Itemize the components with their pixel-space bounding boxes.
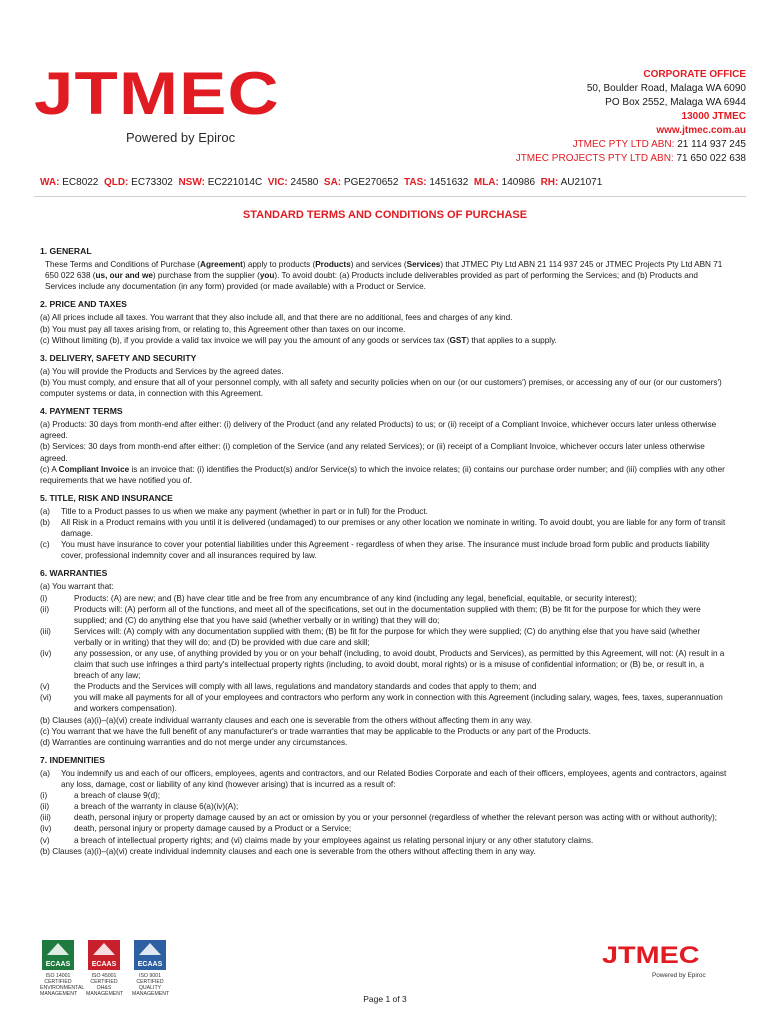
phone: 13000 JTMEC	[681, 111, 746, 122]
sub-clause: (iv) death, personal injury or property damage caused by a Product or a Service;	[40, 824, 352, 834]
certification-badges	[40, 940, 168, 997]
clause: (b) You must comply, and ensure that all of your personnel comply, with all safety and security policies when on our (or our customers') premises, or accessing any of our (or our customers') computer systems or data, in connection with this Agreement.	[40, 377, 722, 399]
clause: (b) Services: 30 days from month-end after either: (i) completion of the Service (and any related Services); or (ii) receipt of a Compliant Invoice, whichever occurs later unless otherwise agreed.	[40, 442, 705, 463]
clause: (c) Without limiting (b), if you provide a valid tax invoice we will pay you the amount of any goods or services tax (GST) that applies to a supply.	[40, 335, 557, 345]
ecaas-badge-icon: ECAAS	[42, 940, 74, 970]
terms-body	[40, 246, 730, 857]
ecaas-badge-icon: ECAAS	[88, 940, 120, 970]
sub-clause: (v) a breach of intellectual property rights; and (vi) claims made by your employees against us relating personal injury or any other statutory claims.	[40, 835, 594, 845]
clause: (b) All Risk in a Product remains with you until it is delivered (undamaged) to our premises or any other location we nominate in writing. To avoid doubt, you are liable for any form of transit damage.	[40, 517, 726, 539]
footer-logo-tagline: Powered by Epiroc	[652, 972, 706, 979]
section-heading: 5. TITLE, RISK AND INSURANCE	[40, 492, 173, 503]
header-divider	[34, 196, 746, 197]
sub-clause: (iii) death, personal injury or property damage caused by an act or omission by you or your personnel (regardless of whether the relevant person was acting with or without authority);	[40, 813, 718, 823]
corporate-office-block	[516, 68, 746, 166]
clause: (b) You must pay all taxes arising from, or relating to, this Agreement other than taxes on our income.	[40, 324, 406, 334]
clause: (c) A Compliant Invoice is an invoice that: (i) identifies the Product(s) and/or Service(s) to which the invoice relates; (ii) contains our purchase order number; and (iii) complies with any other requirements that we have notified you of.	[40, 464, 725, 485]
address-line-1: 50, Boulder Road, Malaga WA 6090	[586, 83, 746, 94]
iso9001-badge: ECAAS ISO 9001 CERTIFIED QUALITY MANAGEMENT	[132, 940, 168, 997]
iso45001-badge: ECAAS ISO 45001 CERTIFIED OH&S MANAGEMENT	[86, 940, 122, 997]
sub-clause: (iv) any possession, or any use, of anything provided by you or on your behalf (including, to avoid doubt, Products and Services), as permitted by this Agreement, will not: (A) result in a claim that such use infringes a third party's intellectual property rights (including, to avoid doubt, moral rights) or is a misuse of confidential information; or (B) be, or result in, a breach of any law;	[40, 649, 725, 681]
sub-clause: (ii) a breach of the warranty in clause 6(a)(iv)(A);	[40, 802, 239, 812]
clause: (c) You warrant that we have the full benefit of any manufacturer's or trade warranties that may be applicable to the Products or any part of the Products.	[40, 726, 591, 736]
abn-line-1: JTMEC PTY LTD ABN: 21 114 937 245	[572, 139, 746, 150]
licence-numbers: WA: EC8022 QLD: EC73302 NSW: EC221014C VIC: 24580 SA: PGE270652 TAS: 1451632 MLA: 140986 RH: AU21071	[40, 177, 603, 188]
section-heading: 6. WARRANTIES	[40, 568, 108, 579]
section-heading: 4. PAYMENT TERMS	[40, 406, 123, 417]
clause: (a) You indemnify us and each of our officers, employees, agents and contractors, and our Related Bodies Corporate and each of their officers, employees, agents and contractors, against any loss, damage, cost or liability of any kind (however arising) that is incurred as a result of:	[40, 768, 727, 790]
section-heading: 7. INDEMNITIES	[40, 754, 105, 765]
section-heading: 1. GENERAL	[40, 246, 92, 256]
clause: (b) Clauses (a)(i)–(a)(vi) create individual warranty clauses and each one is severable from the others without affecting them in any way.	[40, 715, 533, 725]
clause: (d) Warranties are continuing warranties and do not merge under any circumstances.	[40, 737, 348, 747]
ecaas-badge-icon: ECAAS	[134, 940, 166, 970]
document-title: STANDARD TERMS AND CONDITIONS OF PURCHASE	[242, 209, 528, 221]
sub-clause: (i) Products: (A) are new; and (B) have clear title and be free from any encumbrance of any kind (including any legal, beneficial, equitable, or security interest);	[40, 593, 637, 603]
jtmec-logo	[34, 60, 280, 145]
sub-clause: (vi) you will make all payments for all of your employees and contractors who perform any work in connection with this Agreement (including salary, wages, fees, taxes, superannuation and workers compensation).	[40, 693, 723, 714]
sub-clause: (v) the Products and the Services will comply with all laws, regulations and mandatory standards and codes that apply to them; and	[40, 682, 537, 692]
clause: (c) You must have insurance to cover your potential liabilities under this Agreement - regardless of when they arise. The insurance must include broad form public and products liability cover, professional indemnity cover and all insurances required by law.	[40, 540, 710, 561]
jtmec-footer-logo	[602, 944, 706, 979]
clause: (a) All prices include all taxes. You warrant that they also include all, and that there are no additional, fees and charges of any kind.	[40, 313, 513, 323]
iso14001-badge: ECAAS ISO 14001 CERTIFIED ENVIRONMENTAL MANAGEMENT	[40, 940, 76, 997]
section-heading: 3. DELIVERY, SAFETY AND SECURITY	[40, 352, 197, 363]
clause: (a) Title to a Product passes to us when we make any payment (whether in part or in full) for the Product.	[40, 506, 428, 516]
clause: (a) Products: 30 days from month-end after either: (i) delivery of the Product (and any related Products) to us; or (ii) receipt of a Compliant Invoice, whichever occurs later unless otherwise agreed.	[40, 420, 717, 441]
abn-line-2: JTMEC PROJECTS PTY LTD ABN: 71 650 022 638	[515, 153, 746, 164]
page-number: Page 1 of 3	[363, 994, 407, 1004]
address-line-2: PO Box 2552, Malaga WA 6944	[605, 97, 746, 108]
section-heading: 2. PRICE AND TAXES	[40, 299, 127, 310]
logo-tagline: Powered by Epiroc	[126, 130, 236, 145]
website-link[interactable]: www.jtmec.com.au	[656, 125, 746, 136]
clause: (a) You will provide the Products and Services by the agreed dates.	[40, 366, 284, 376]
corporate-heading: CORPORATE OFFICE	[643, 69, 746, 80]
clause: (a) You warrant that:	[40, 582, 114, 592]
sub-clause: (iii) Services will: (A) comply with any documentation supplied with them; (B) be fit for the purpose for which they were supplied; (C) do anything else that you have said (whether verbally or in writing) that they will do; and (D) be provided with due care and skill;	[40, 626, 701, 647]
footer-logo-wordmark: JTMEC	[602, 942, 700, 969]
sub-clause: (i) a breach of clause 9(d);	[40, 791, 161, 801]
clause: (b) Clauses (a)(i)–(a)(vi) create individual indemnity clauses and each one is severable from the others without affecting them in any way.	[40, 846, 536, 856]
logo-wordmark: JTMEC	[34, 60, 280, 127]
sub-clause: (ii) Products will: (A) perform all of the functions, and meet all of the specifications, set out in the documentation supplied with them; (B) be fit for the purpose for which they were supplied; and (C) do anything else that you have said (whether verbally or in writing) that they will do;	[40, 604, 701, 625]
general-paragraph: These Terms and Conditions of Purchase (Agreement) apply to products (Products) and services (Services) that JTMEC Pty Ltd ABN 21 114 937 245 or JTMEC Projects Pty Ltd ABN 71 650 022 638 (us, our and we) purchase from the supplier (you). To avoid doubt: (a) Products include deliverables provided as part of performing the Services; and (b) Products and Services include any documentation (in any form) provided (or made available) with a Product or Service.	[45, 260, 723, 292]
